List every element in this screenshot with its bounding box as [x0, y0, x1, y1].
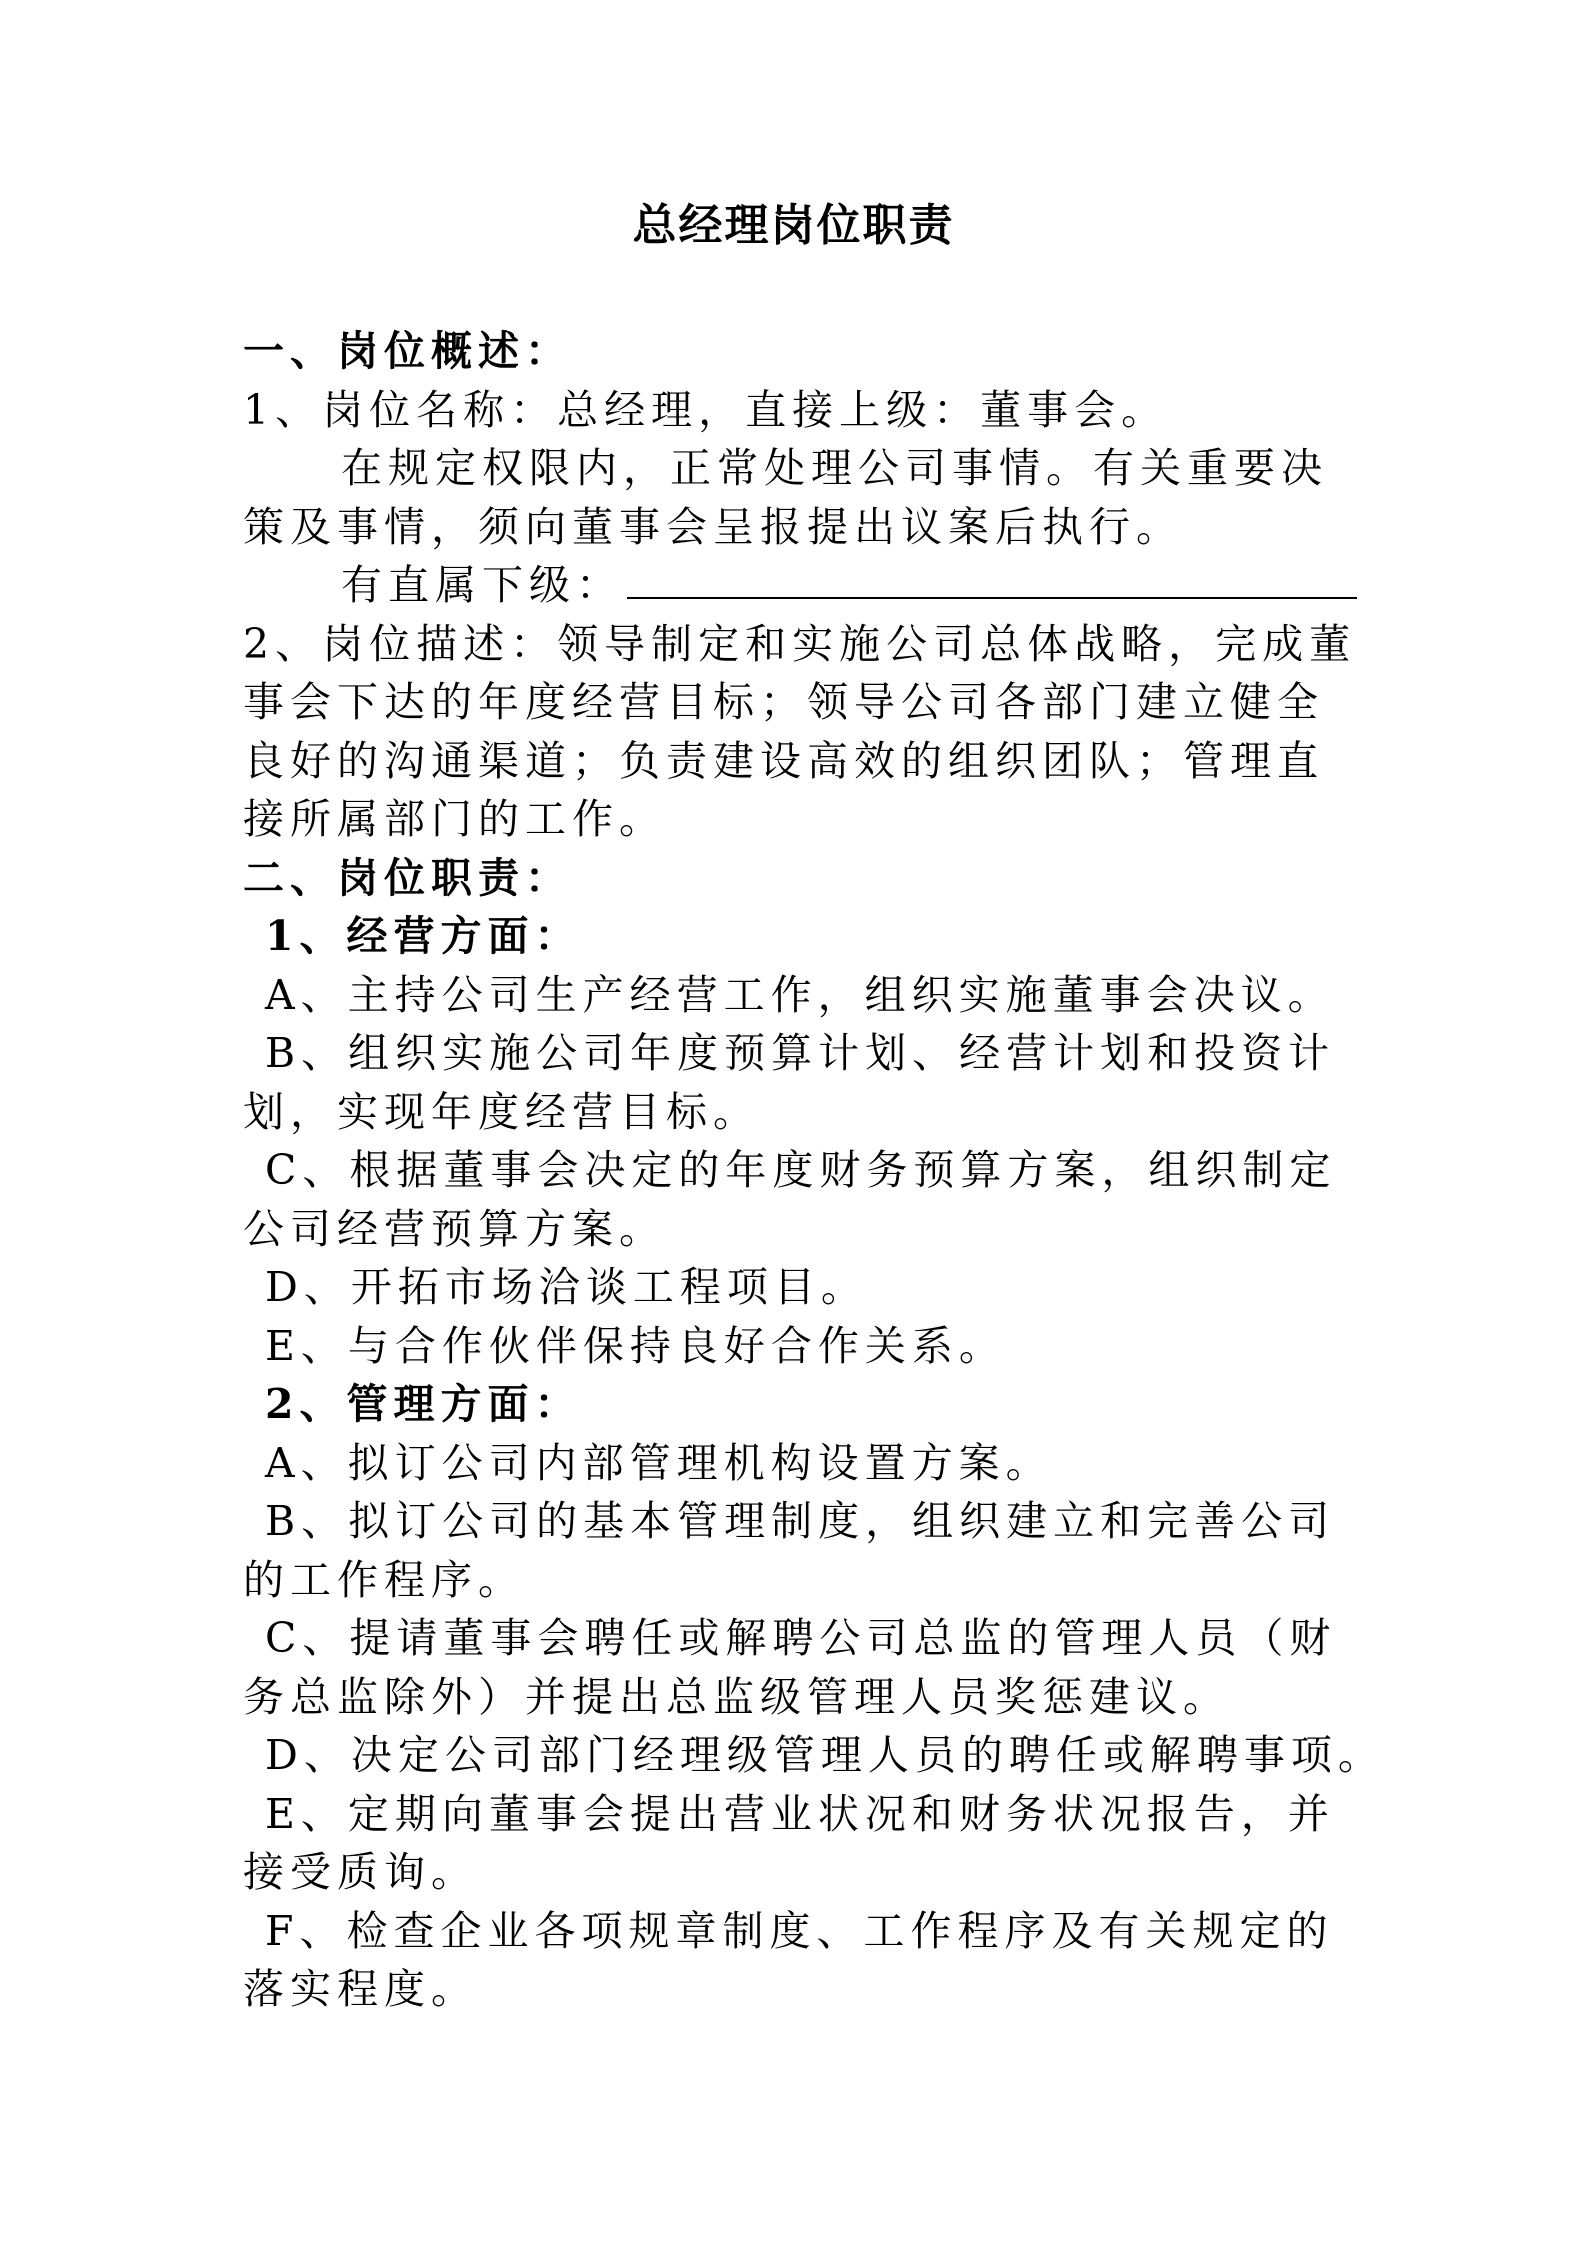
list-item: F、检查企业各项规章制度、工作程序及有关规定的	[265, 1906, 1334, 1955]
list-item: B、拟订公司的基本管理制度，组织建立和完善公司	[265, 1497, 1336, 1545]
section-heading-duties: 二、岗位职责：	[243, 853, 572, 902]
paragraph-line: 良好的沟通渠道；负责建设高效的组织团队；管理直	[243, 736, 1324, 785]
direct-subordinates-label: 有直属下级：	[341, 561, 623, 609]
paragraph-line: 公司经营预算方案。	[243, 1204, 666, 1253]
list-item: E、与合作伙伴保持良好合作关系。	[265, 1321, 1006, 1370]
list-item: B、组织实施公司年度预算计划、经营计划和投资计	[265, 1029, 1336, 1077]
list-item: E、定期向董事会提出营业状况和财务状况报告，并	[265, 1789, 1335, 1838]
document-title: 总经理岗位职责	[632, 200, 955, 251]
paragraph-line: 事会下达的年度经营目标；领导公司各部门建立健全	[243, 678, 1324, 726]
paragraph-line: 在规定权限内，正常处理公司事情。有关重要决	[341, 444, 1328, 492]
paragraph-line: 的工作程序。	[243, 1555, 525, 1604]
subsection-heading-operations: 1、经营方面：	[265, 912, 582, 960]
list-item: C、提请董事会聘任或解聘公司总监的管理人员（财	[265, 1614, 1337, 1662]
paragraph-line: 1、岗位名称：总经理，直接上级：董事会。	[243, 385, 1169, 434]
paragraph-line: 务总监除外）并提出总监级管理人员奖惩建议。	[243, 1672, 1230, 1721]
fill-in-blank-line	[627, 557, 1357, 599]
subsection-heading-management: 2、管理方面：	[265, 1380, 582, 1428]
list-item: D、开拓市场洽谈工程项目。	[265, 1263, 868, 1311]
list-item: A、拟订公司内部管理机构设置方案。	[265, 1438, 1053, 1487]
paragraph-line: 2、岗位描述：领导制定和实施公司总体战略，完成董	[243, 619, 1357, 668]
paragraph-line: 落实程度。	[243, 1965, 478, 2013]
list-item: D、决定公司部门经理级管理人员的聘任或解聘事项。	[265, 1731, 1385, 1779]
list-item: A、主持公司生产经营工作，组织实施董事会决议。	[265, 970, 1335, 1019]
document-body	[243, 322, 1385, 2019]
paragraph-line: 接受质询。	[243, 1848, 478, 1896]
section-heading-overview: 一、岗位概述：	[243, 327, 572, 375]
direct-subordinates-line	[243, 556, 1353, 615]
paragraph-line: 策及事情，须向董事会呈报提出议案后执行。	[243, 502, 1183, 551]
list-item: C、根据董事会决定的年度财务预算方案，组织制定	[265, 1146, 1337, 1194]
paragraph-line: 划，实现年度经营目标。	[243, 1087, 760, 1136]
paragraph-line: 接所属部门的工作。	[243, 795, 666, 843]
